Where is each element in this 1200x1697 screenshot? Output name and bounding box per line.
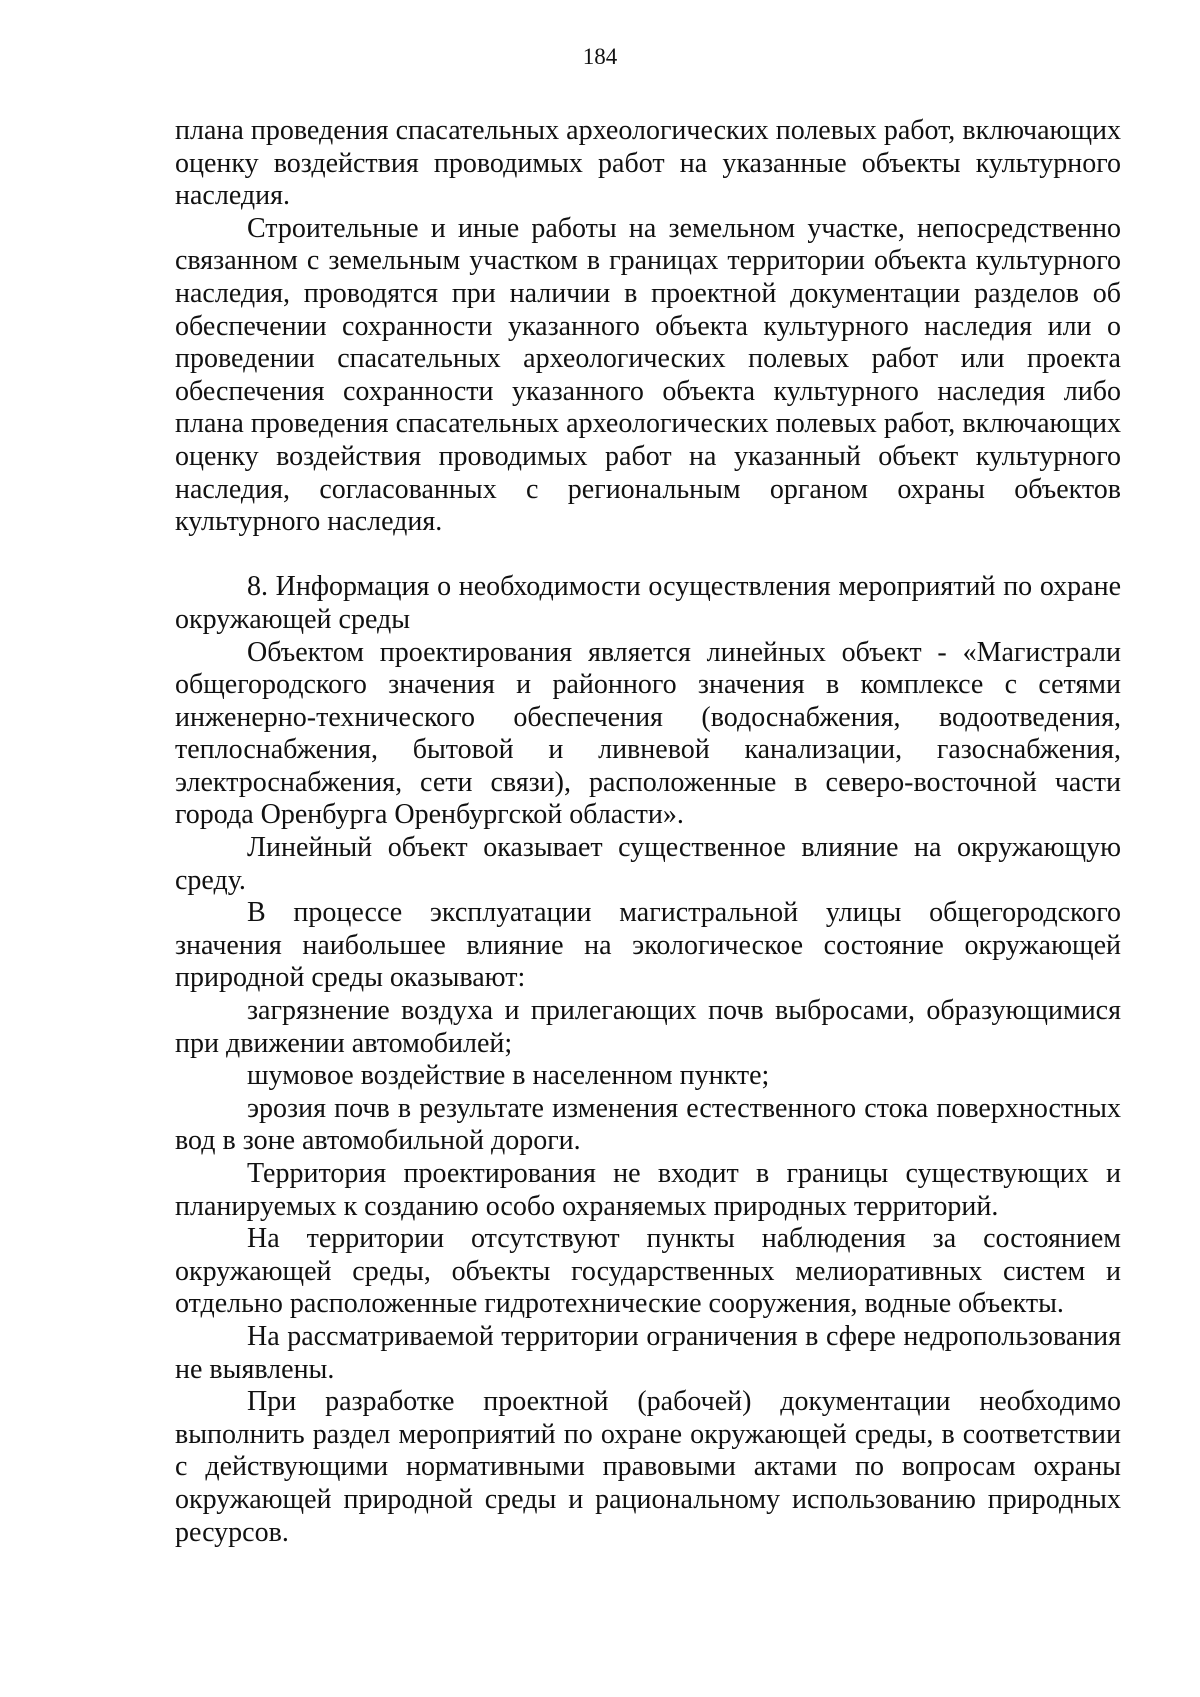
- section-heading-environment: 8. Информация о необходимости осуществления мероприятий по охране окружающей среды: [175, 571, 1121, 635]
- list-item-air-pollution: загрязнение воздуха и прилегающих почв выбросами, образующимися при движении автомобилей;: [175, 995, 1121, 1059]
- paragraph-impact: Линейный объект оказывает существенное влияние на окружающую среду.: [175, 832, 1121, 896]
- paragraph-design-object: Объектом проектирования является линейных объект - «Магистрали общегородского значения и районного значения в комплексе с сетями инженерно-технического обеспечения (водоснабжения, водоотведения, теплоснабжения, бытовой и ливневой канализации, газоснабжения, электроснабжения, сети связи), расположенные в северо-восточной части города Оренбурга Оренбургской области».: [175, 636, 1121, 831]
- list-item-noise: шумовое воздействие в населенном пункте;: [247, 1060, 770, 1092]
- page-number: 184: [582, 44, 618, 69]
- paragraph-observation-points: На территории отсутствуют пункты наблюдения за состоянием окружающей среды, объекты государственных мелиоративных систем и отдельно расположенные гидротехнические сооружения, водные объекты.: [175, 1223, 1121, 1320]
- paragraph-protected-areas: Территория проектирования не входит в границы существующих и планируемых к созданию особо охраняемых природных территорий.: [175, 1158, 1121, 1222]
- paragraph-subsoil: На рассматриваемой территории ограничения в сфере недропользования не выявлены.: [175, 1320, 1121, 1385]
- document-body: [175, 115, 1121, 1549]
- paragraph-continuation: плана проведения спасательных археологических полевых работ, включающих оценку воздействия проводимых работ на указанные объекты культурного наследия.: [175, 115, 1121, 212]
- list-item-erosion: эрозия почв в результате изменения естественного стока поверхностных вод в зоне автомобильной дороги.: [175, 1092, 1121, 1157]
- paragraph-operation-impact: В процессе эксплуатации магистральной улицы общегородского значения наибольшее влияние на экологическое состояние окружающей природной среды оказывают:: [175, 897, 1121, 994]
- paragraph-construction-works: Строительные и иные работы на земельном участке, непосредственно связанном с земельным участком в границах территории объекта культурного наследия, проводятся при наличии в проектной документации разделов об обеспечении сохранности указанного объекта культурного наследия или о проведении спасательных археологических полевых работ или проекта обеспечения сохранности указанного объекта культурного наследия либо плана проведения спасательных археологических полевых работ, включающих оценку воздействия проводимых работ на указанный объект культурного наследия, согласованных с региональным органом охраны объектов культурного наследия.: [175, 212, 1121, 538]
- paragraph-design-documentation: При разработке проектной (рабочей) документации необходимо выполнить раздел мероприятий по охране окружающей среды, в соответствии с действующими нормативными правовыми актами по вопросам охраны окружающей природной среды и рациональному использованию природных ресурсов.: [175, 1386, 1121, 1548]
